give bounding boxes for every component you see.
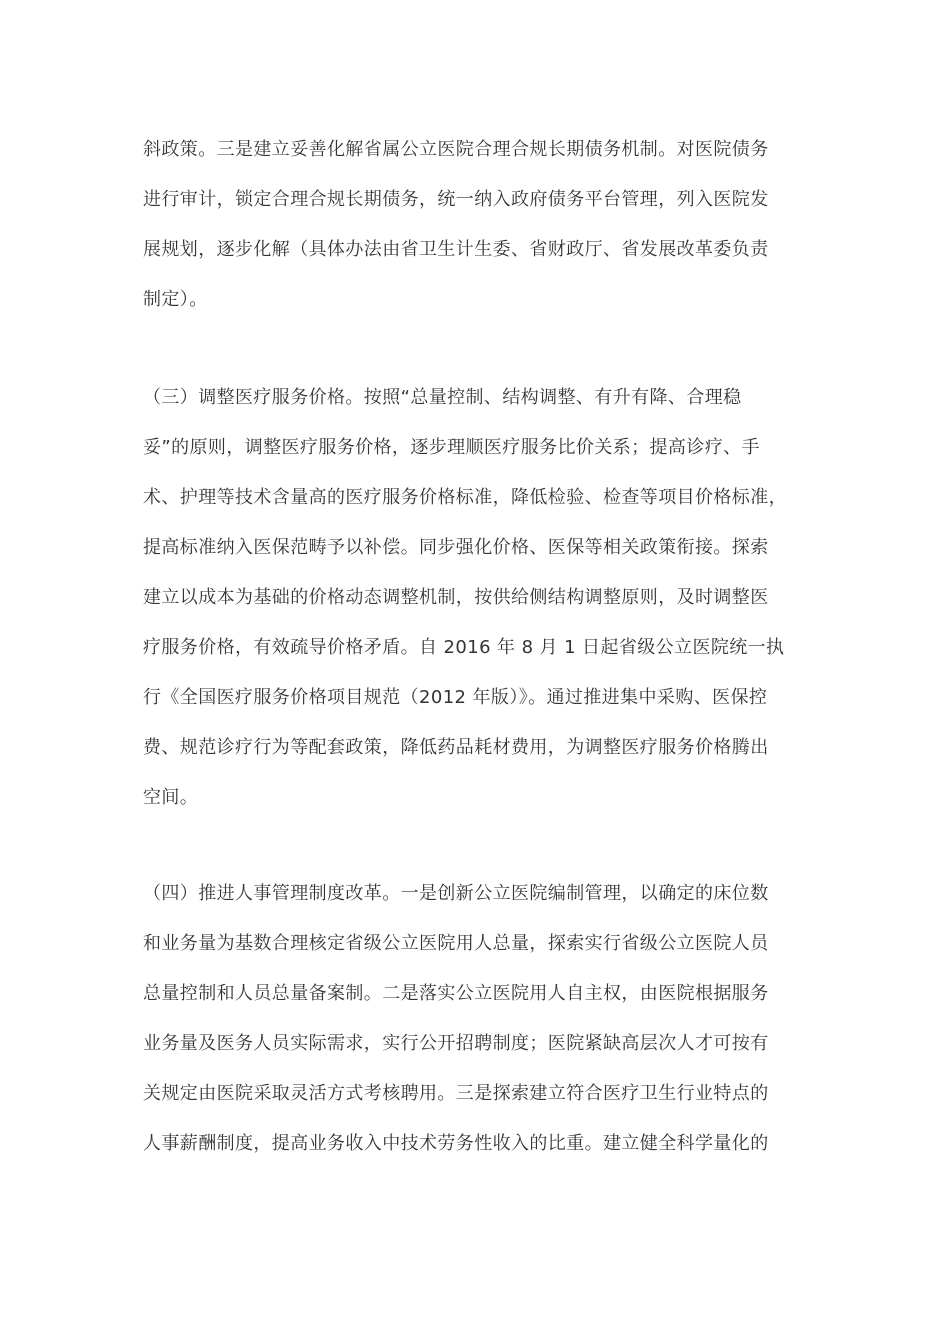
paragraph-2-line-2: 妥”的原则，调整医疗服务价格，逐步理顺医疗服务比价关系；提高诊疗、手 — [143, 437, 760, 458]
paragraph-1-line-1: 斜政策。三是建立妥善化解省属公立医院合理合规长期债务机制。对医院债务 — [143, 139, 769, 160]
paragraph-1-line-4: 制定）。 — [143, 289, 208, 310]
paragraph-2-line-5: 建立以成本为基础的价格动态调整机制，按供给侧结构调整原则，及时调整医 — [143, 587, 769, 608]
paragraph-2-line-7: 行《全国医疗服务价格项目规范（2012 年版）》。通过推进集中采购、医保控 — [143, 687, 768, 708]
paragraph-3-line-3: 总量控制和人员总量备案制。二是落实公立医院用人自主权，由医院根据服务 — [143, 983, 769, 1004]
paragraph-3-line-4: 业务量及医务人员实际需求，实行公开招聘制度；医院紧缺高层次人才可按有 — [143, 1033, 769, 1054]
paragraph-3-line-6: 人事薪酬制度，提高业务收入中技术劳务性收入的比重。建立健全科学量化的 — [143, 1133, 769, 1154]
paragraph-2-line-3: 术、护理等技术含量高的医疗服务价格标准，降低检验、检查等项目价格标准， — [143, 487, 787, 508]
paragraph-3-line-5: 关规定由医院采取灵活方式考核聘用。三是探索建立符合医疗卫生行业特点的 — [143, 1083, 769, 1104]
paragraph-2-line-6: 疗服务价格，有效疏导价格矛盾。自 2016 年 8 月 1 日起省级公立医院统一执 — [143, 637, 785, 658]
paragraph-1-line-2: 进行审计，锁定合理合规长期债务，统一纳入政府债务平台管理，列入医院发 — [143, 189, 769, 210]
paragraph-3-line-1: （四）推进人事管理制度改革。一是创新公立医院编制管理，以确定的床位数 — [143, 883, 769, 904]
paragraph-2-line-9: 空间。 — [143, 787, 199, 808]
paragraph-3-line-2: 和业务量为基数合理核定省级公立医院用人总量，探索实行省级公立医院人员 — [143, 933, 769, 954]
paragraph-2-line-8: 费、规范诊疗行为等配套政策，降低药品耗材费用，为调整医疗服务价格腾出 — [143, 737, 769, 758]
paragraph-2-line-1: （三）调整医疗服务价格。按照“总量控制、结构调整、有升有降、合理稳 — [143, 387, 742, 408]
paragraph-1-line-3: 展规划，逐步化解（具体办法由省卫生计生委、省财政厅、省发展改革委负责 — [143, 239, 769, 260]
paragraph-2-line-4: 提高标准纳入医保范畴予以补偿。同步强化价格、医保等相关政策衔接。探索 — [143, 537, 769, 558]
